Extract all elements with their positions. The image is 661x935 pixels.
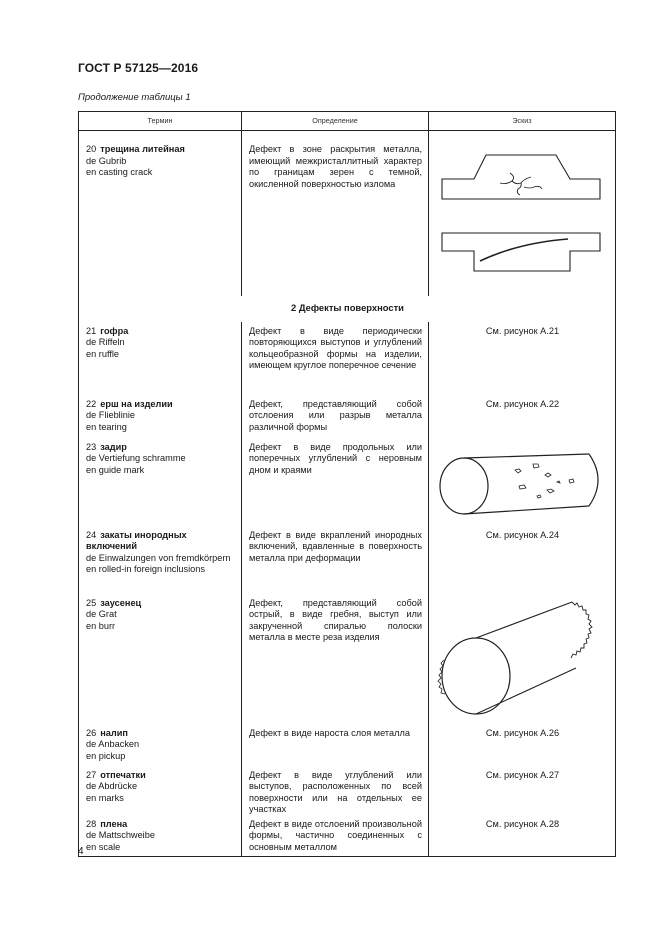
term-number: 22 (86, 398, 97, 409)
definition-cell: Дефект, представляющий собой отслоения или разрыв металла различной формы (242, 395, 429, 440)
term-number: 21 (86, 325, 97, 336)
table-header-row (79, 112, 616, 131)
definition-cell: Дефект в зоне раскрытия металла, имеющий межкристаллитный характер по границам зерен с темной, окисленной поверхностью излома (242, 131, 429, 296)
term-cell (79, 597, 242, 724)
term-number: 26 (86, 727, 97, 738)
term-en: en casting crack (86, 167, 153, 178)
term-en: en tearing (86, 421, 127, 432)
term-cell (79, 724, 242, 768)
column-header-definition: Определение (242, 112, 429, 131)
sketch-cell (429, 131, 616, 296)
definition-cell: Дефект в виде углублений или выступов, расположенных по всей поверхности или на отдельных ее участках (242, 768, 429, 816)
term-ru: отпечатки (100, 769, 146, 780)
term-de: de Einwalzungen von fremdkörpern (86, 552, 231, 563)
term-ru: трещина литейная (100, 144, 185, 154)
table-row (79, 131, 616, 296)
definition-cell: Дефект в виде периодически повторяющихся выступов и углублений кольцеобразной формы на изделии, имеющем круглое поперечное сечение (242, 322, 429, 395)
section-title: 2 Дефекты поверхности (291, 301, 404, 313)
table-row (79, 322, 616, 395)
definition-cell: Дефект в виде нароста слоя металла (242, 724, 429, 768)
term-cell (79, 768, 242, 816)
term-ru: плена (100, 818, 128, 829)
term-en: en pickup (86, 750, 126, 761)
term-en: en scale (86, 842, 121, 853)
term-cell (79, 322, 242, 395)
term-ru: ерш на изделии (100, 398, 173, 409)
sketch-reference: См. рисунок А.28 (485, 818, 560, 829)
term-cell (79, 440, 242, 526)
table-row (79, 597, 616, 724)
term-en: en marks (86, 792, 124, 803)
sketch-reference: См. рисунок А.22 (485, 398, 560, 409)
page-number: 4 (78, 846, 84, 857)
sketch-reference: См. рисунок А.24 (485, 529, 560, 540)
term-ru: заусенец (100, 597, 142, 608)
term-number: 25 (86, 597, 97, 608)
sketch-cell (429, 724, 616, 768)
term-de: de Riffeln (86, 337, 125, 348)
term-de: de Abdrücke (86, 781, 138, 792)
term-en: en rolled-in foreign inclusions (86, 564, 205, 575)
term-ru: гофра (100, 325, 129, 336)
term-number: 20 (86, 144, 97, 154)
document-header: ГОСТ Р 57125—2016 (78, 61, 199, 75)
definition-cell: Дефект в виде отслоений произвольной формы, частично соединенных с основным металлом (242, 816, 429, 857)
term-cell (79, 526, 242, 597)
table-row (79, 724, 616, 768)
term-number: 24 (86, 529, 97, 540)
term-de: de Grat (86, 609, 117, 620)
term-number: 23 (86, 441, 97, 452)
sketch-cell (429, 816, 616, 857)
term-de: de Vertiefung schramme (86, 453, 186, 464)
term-cell (79, 395, 242, 440)
definition-cell: Дефект, представляющий собой острый, в виде гребня, выступ или закрученной спиралью полоски металла в месте реза изделия (242, 597, 429, 724)
sketch-cell (429, 768, 616, 816)
term-ru: закаты инородных включений (86, 529, 187, 552)
table-row (79, 440, 616, 526)
sketch-reference: См. рисунок А.27 (485, 769, 560, 780)
term-ru: налип (100, 727, 128, 738)
sketch-cell (429, 597, 616, 724)
definition-cell: Дефект в виде продольных или поперечных углублений с неровным дном и краями (242, 440, 429, 526)
table-row (79, 816, 616, 857)
sketch-cell (429, 322, 616, 395)
term-number: 27 (86, 769, 97, 780)
term-cell (79, 131, 242, 296)
sketch-cell (429, 440, 616, 526)
burr-cylinder-sketch-icon (436, 598, 612, 716)
table-row (79, 526, 616, 597)
term-ru: задир (100, 441, 127, 452)
term-de: de Flieblinie (86, 410, 136, 421)
sketch-reference: См. рисунок А.21 (485, 325, 560, 336)
definition-cell: Дефект в виде вкраплений инородных включений, вдавленные в поверхность металла при деформации (242, 526, 429, 597)
term-en: en ruffle (86, 348, 120, 359)
casting-crack-sketch-icon (438, 143, 608, 283)
term-de: de Gubrib (86, 155, 127, 166)
term-de: de Anbacken (86, 739, 140, 750)
guide-mark-cylinder-sketch-icon (437, 450, 609, 518)
term-de: de Mattschweibe (86, 830, 155, 841)
term-number: 28 (86, 818, 97, 829)
sketch-cell (429, 395, 616, 440)
sketch-cell (429, 526, 616, 597)
term-en: en guide mark (86, 464, 145, 475)
table-caption: Продолжение таблицы 1 (78, 92, 191, 103)
section-cell (79, 296, 616, 322)
column-header-term: Термин (79, 112, 242, 131)
column-header-sketch: Эскиз (429, 112, 616, 131)
term-en: en burr (86, 620, 116, 631)
section-row (79, 296, 616, 322)
table-row (79, 395, 616, 440)
sketch-reference: См. рисунок А.26 (485, 727, 560, 738)
defects-table (78, 111, 616, 857)
table-row (79, 768, 616, 816)
term-cell (79, 816, 242, 857)
